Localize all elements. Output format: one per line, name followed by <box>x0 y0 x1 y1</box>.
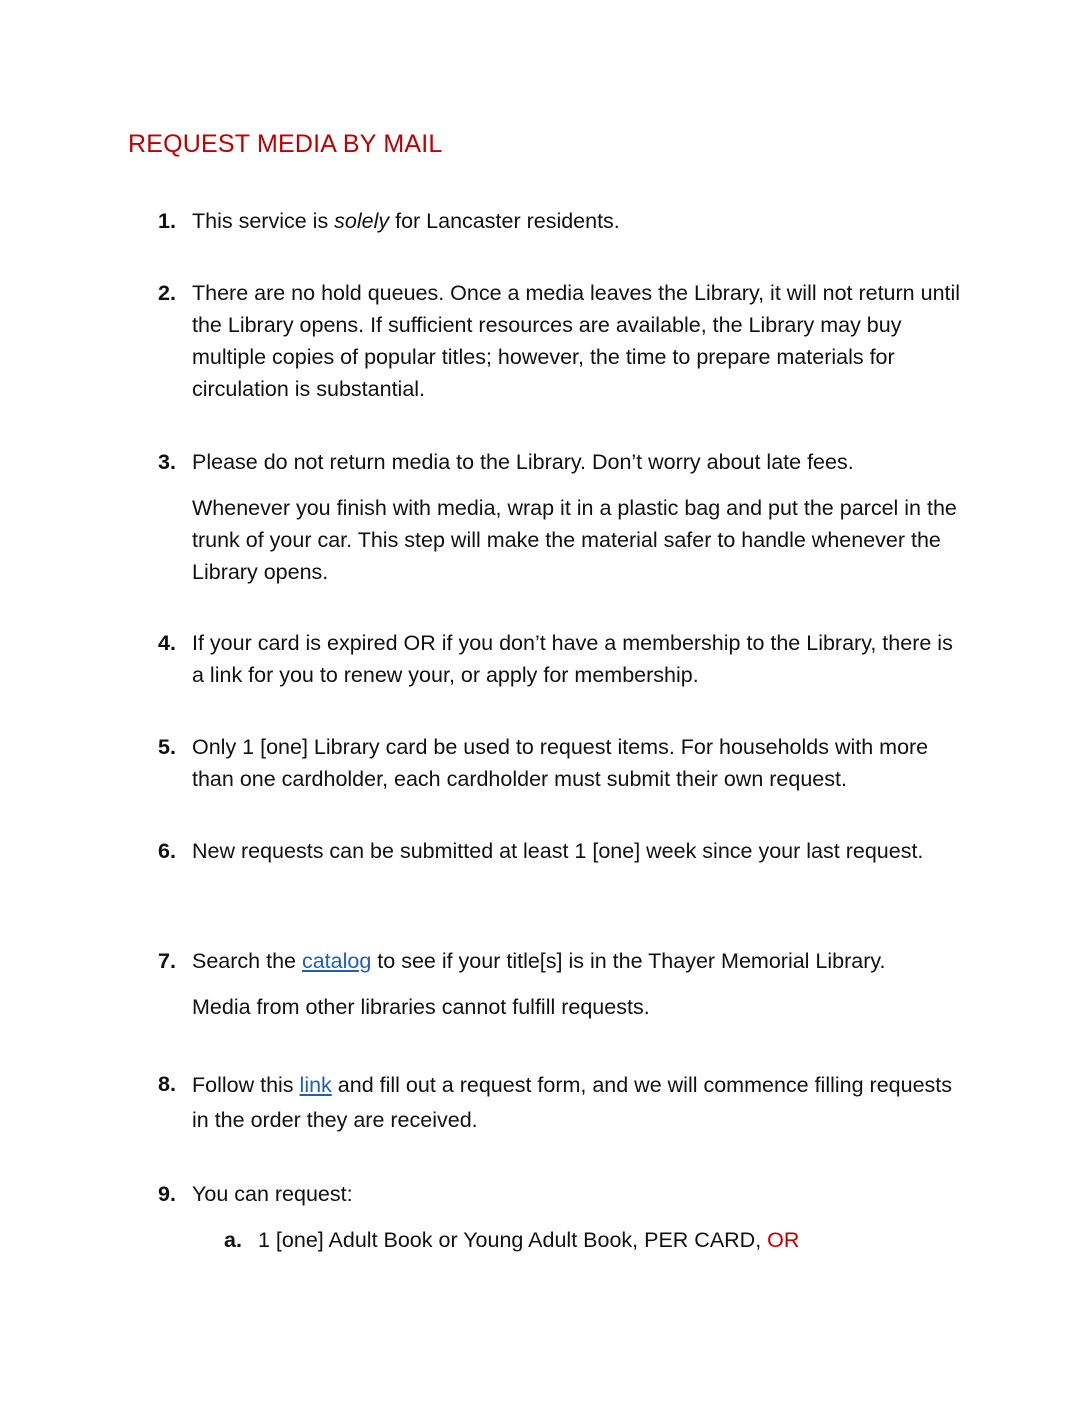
list-item-6 <box>158 835 968 867</box>
list-item-4 <box>158 627 968 691</box>
item-text: If your card is expired OR if you don’t have a membership to the Library, there is a link for you to renew your, or apply for membership. <box>192 631 953 687</box>
item-number: 9. <box>158 1182 176 1206</box>
item-text: Only 1 [one] Library card be used to request items. For households with more than one cardholder, each cardholder must submit their own request. <box>192 735 929 791</box>
item-text: This service is <box>192 209 335 233</box>
list-item-3 <box>158 446 968 588</box>
list-item-2 <box>158 277 968 405</box>
list-item-8 <box>158 1068 968 1138</box>
item-number: 6. <box>158 839 176 863</box>
item-text: for Lancaster residents. <box>389 209 620 233</box>
item-text: New requests can be submitted at least 1 [one] week since your last request. <box>192 839 924 863</box>
item-text: There are no hold queues. Once a media leaves the Library, it will not return until the Library opens. If sufficient resources are available, the Library may buy multiple copies of popular titles; however, the time to prepare materials for circulation is substantial. <box>192 281 961 401</box>
list-item-1 <box>158 205 968 237</box>
item-text: Please do not return media to the Library. Don’t worry about late fees. <box>192 450 854 474</box>
item-number: 4. <box>158 631 176 655</box>
list-item-5 <box>158 731 968 795</box>
item-text-continued: Media from other libraries cannot fulfill requests. <box>192 995 650 1019</box>
list-item-7 <box>158 945 968 1023</box>
item-text: You can request: <box>192 1182 353 1206</box>
sub-list-item-a <box>224 1224 924 1256</box>
item-text: to see if your title[s] is in the Thayer Memorial Library. <box>371 949 886 973</box>
item-number: 2. <box>158 281 176 305</box>
item-number: 5. <box>158 735 176 759</box>
page-title: REQUEST MEDIA BY MAIL <box>128 130 443 158</box>
item-number: 3. <box>158 450 176 474</box>
emphasis-text: solely <box>334 209 390 233</box>
item-text: and fill out a request form, and we will commence filling requests in the order they are received. <box>192 1073 953 1132</box>
item-number: 1. <box>158 209 176 233</box>
catalog-link[interactable]: catalog <box>301 949 372 973</box>
item-number: 8. <box>158 1072 176 1096</box>
item-text: Search the <box>192 949 302 973</box>
item-text-continued: Whenever you finish with media, wrap it in a plastic bag and put the parcel in the trunk of your car. This step will make the material safer to handle whenever the Library opens. <box>192 496 957 584</box>
item-text: Follow this <box>192 1073 300 1097</box>
item-letter: a. <box>224 1228 242 1252</box>
or-emphasis: OR <box>767 1228 800 1252</box>
request-form-link[interactable]: link <box>299 1073 332 1097</box>
item-number: 7. <box>158 949 176 973</box>
item-text: 1 [one] Adult Book or Young Adult Book, PER CARD, <box>258 1228 768 1252</box>
list-item-9 <box>158 1178 968 1210</box>
